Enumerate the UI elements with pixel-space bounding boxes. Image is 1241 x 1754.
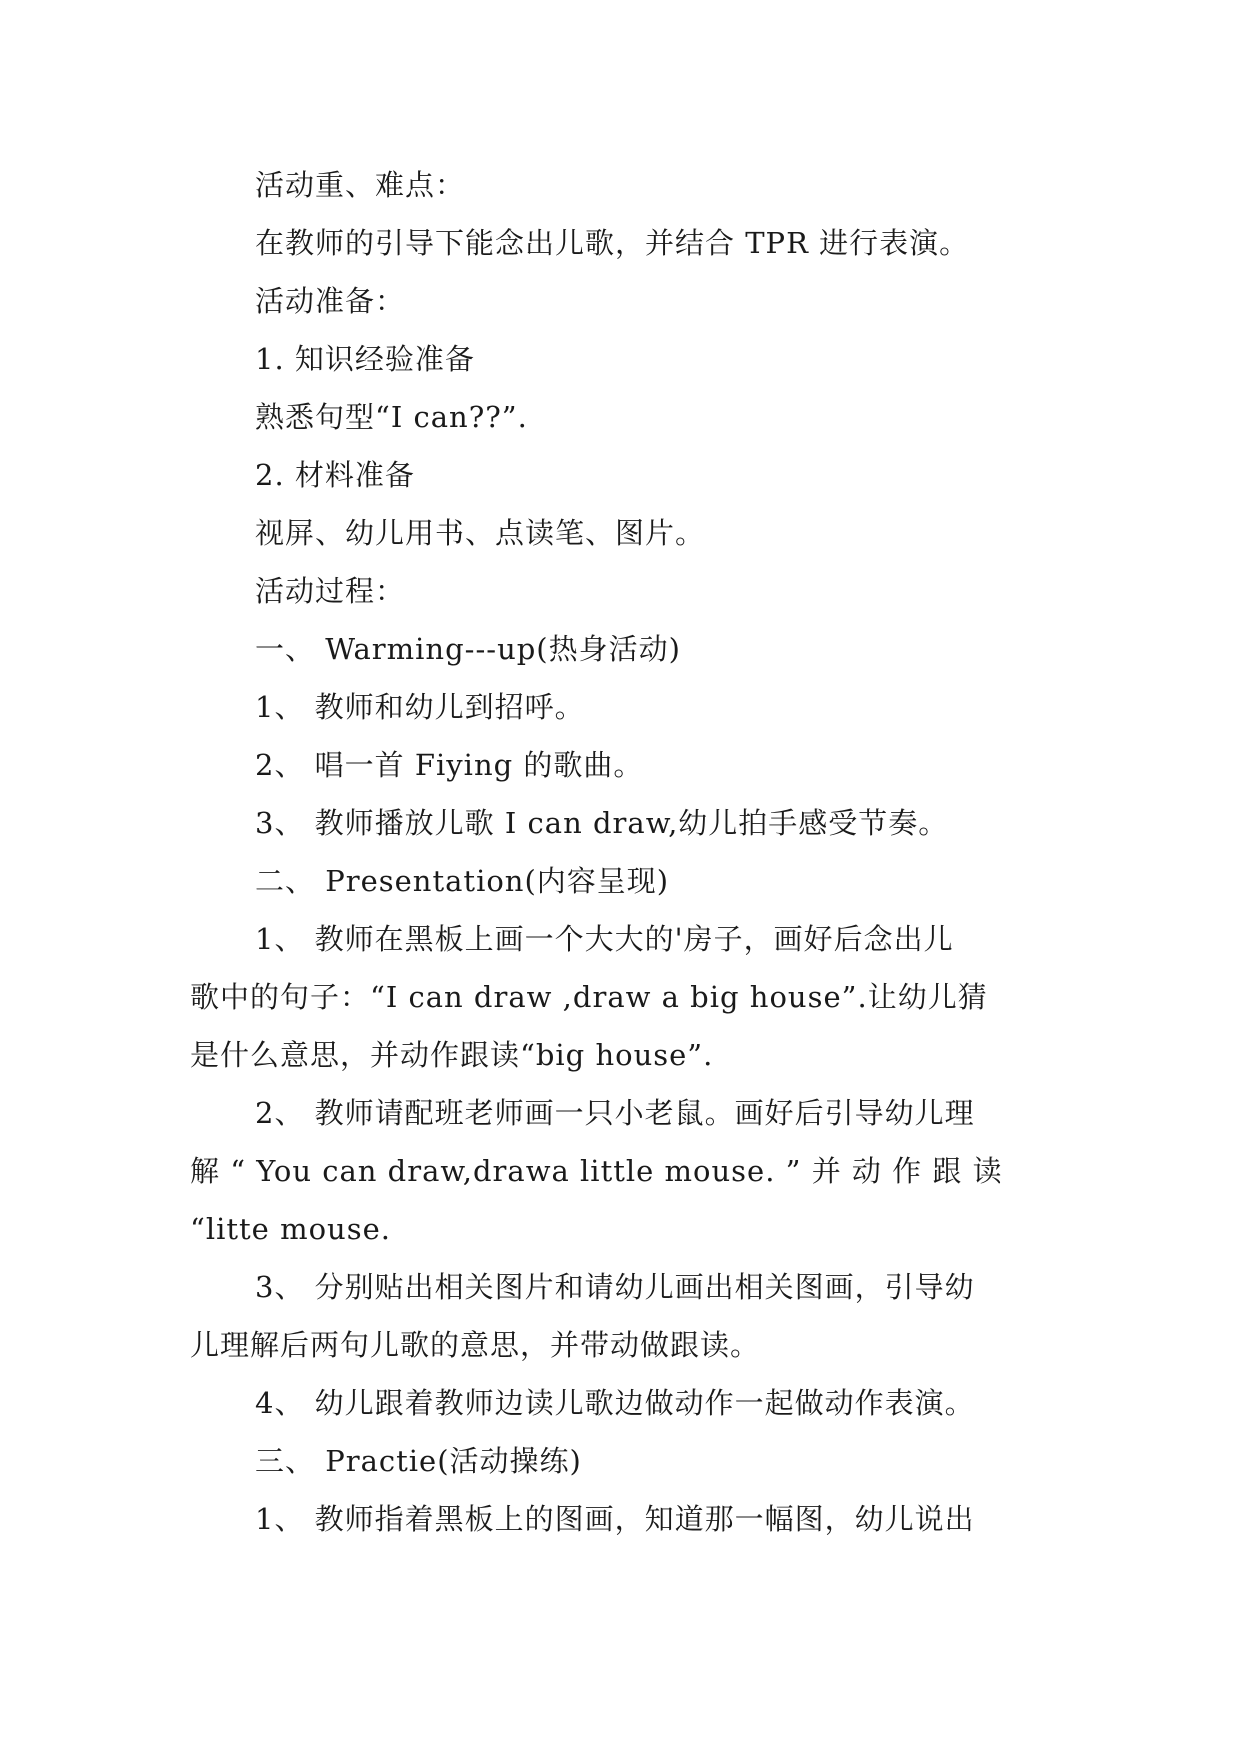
subheading-warming-up: 一、 Warming---up(热身活动): [255, 632, 681, 666]
section-heading-preparation: 活动准备：: [255, 284, 406, 318]
paragraph-sentence-pattern: 熟悉句型“I can??”.: [255, 400, 528, 434]
list-item: 2、 唱一首 Fiying 的歌曲。: [255, 748, 644, 782]
list-item: 2、 教师请配班老师画一只小老鼠。画好后引导幼儿理: [255, 1096, 975, 1130]
list-item-continuation: 歌中的句子：“I can draw ,draw a big house”.让幼儿猜: [190, 980, 988, 1014]
list-item: 4、 幼儿跟着教师边读儿歌边做动作一起做动作表演。: [255, 1386, 975, 1420]
list-item-continuation: 儿理解后两句儿歌的意思，并带动做跟读。: [190, 1328, 761, 1362]
list-item-continuation: 是什么意思，并动作跟读“big house”.: [190, 1038, 714, 1072]
list-item-knowledge-preparation: 1. 知识经验准备: [255, 342, 475, 376]
list-item-material-preparation: 2. 材料准备: [255, 458, 415, 492]
section-heading-process: 活动过程：: [255, 574, 406, 608]
list-item: 1、 教师在黑板上画一个大大的'房子，画好后念出儿: [255, 922, 954, 956]
paragraph-key-points: 在教师的引导下能念出儿歌，并结合 TPR 进行表演。: [255, 226, 970, 260]
subheading-practice: 三、 Practie(活动操练): [255, 1444, 582, 1478]
section-heading-key-points: 活动重、难点：: [255, 168, 466, 202]
subheading-presentation: 二、 Presentation(内容呈现): [255, 864, 670, 898]
list-item: 1、 教师和幼儿到招呼。: [255, 690, 585, 724]
paragraph-materials: 视屏、幼儿用书、点读笔、图片。: [255, 516, 706, 550]
list-item: 3、 分别贴出相关图片和请幼儿画出相关图画，引导幼: [255, 1270, 975, 1304]
list-item: 1、 教师指着黑板上的图画，知道那一幅图，幼儿说出: [255, 1502, 975, 1536]
list-item: 3、 教师播放儿歌 I can draw,幼儿拍手感受节奏。: [255, 806, 949, 840]
list-item-continuation: “litte mouse.: [190, 1212, 391, 1246]
list-item-continuation: 解 “ You can draw,drawa little mouse. ” 并 动 作 跟 读: [190, 1154, 1003, 1188]
